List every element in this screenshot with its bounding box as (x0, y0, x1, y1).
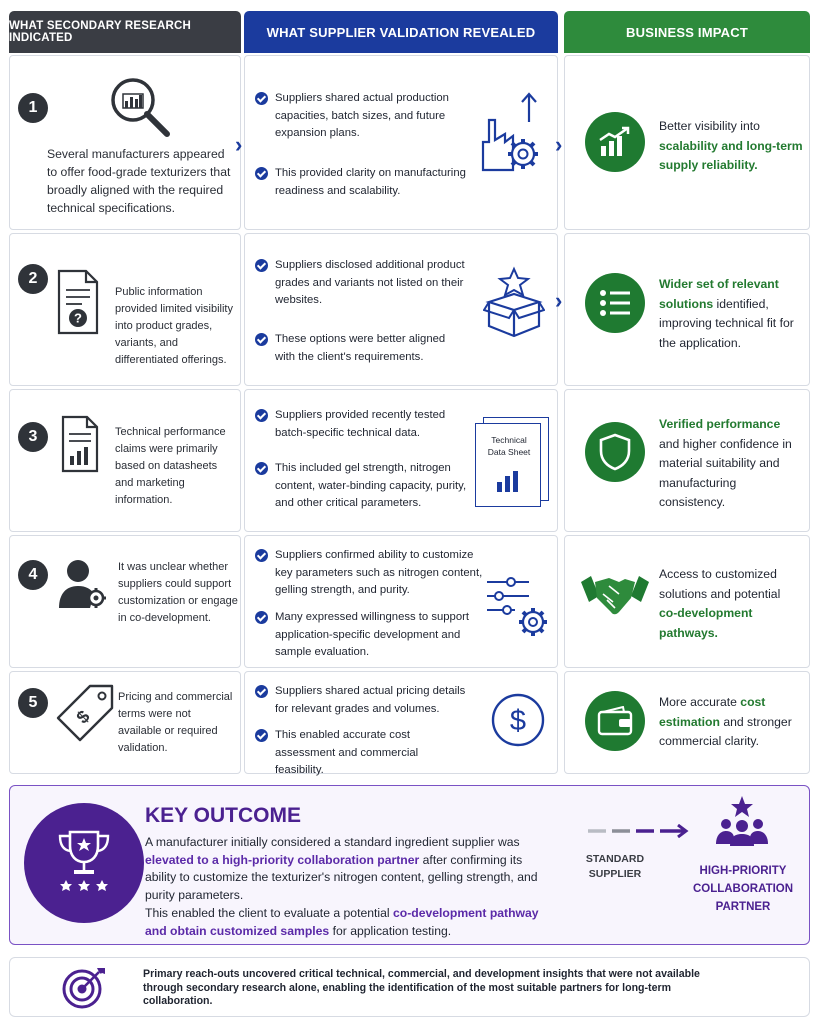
row-4-secondary-cell (9, 535, 241, 668)
validation-bullet: These options were better aligned with the client's requirements. (255, 331, 465, 366)
impact-text: Verified performance and higher confidence in material suitability and manufacturing consistency. (659, 417, 792, 509)
standard-supplier-label: STANDARD SUPPLIER (585, 853, 645, 880)
impact-text: Access to customized solutions and potential co-development pathways. (659, 567, 781, 640)
row-number-badge: 2 (18, 264, 48, 294)
row-3-secondary-cell (9, 389, 241, 532)
list-icon (585, 273, 645, 333)
svg-text:?: ? (74, 310, 82, 326)
shield-icon (585, 422, 645, 482)
row-2-secondary-cell (9, 233, 241, 386)
validation-bullet: Suppliers confirmed ability to customize key parameters such as nitrogen content, gelling strength, and purity. (255, 547, 483, 600)
row-5-secondary-cell (9, 671, 241, 774)
row-4-impact-cell (564, 535, 810, 668)
check-circle-icon (255, 259, 268, 272)
price-tag-icon (50, 682, 118, 748)
row-number-badge: 5 (18, 688, 48, 718)
validation-bullet: Suppliers provided recently tested batch-specific technical data. (255, 407, 465, 442)
row-number-badge: 3 (18, 422, 48, 452)
row-5-validation-cell (244, 671, 558, 774)
validation-bullet: Suppliers shared actual production capacities, batch sizes, and future expansion plans. (255, 90, 465, 143)
validation-bullet: This included gel strength, nitrogen content, water-binding capacity, purity, and other critical parameters. (255, 460, 470, 513)
factory-gear-icon (479, 90, 545, 176)
svg-text:$: $ (72, 706, 94, 728)
impact-text: Wider set of relevant solutions identified, improving technical fit for the application. (659, 277, 794, 350)
validation-bullet: Many expressed willingness to support application-specific development and sample evaluation. (255, 609, 475, 662)
check-circle-icon (255, 409, 268, 422)
check-circle-icon (255, 462, 268, 475)
check-circle-icon (255, 729, 268, 742)
header-supplier-validation: WHAT SUPPLIER VALIDATION REVEALED (244, 11, 558, 53)
chevron-right-icon: › (235, 132, 243, 157)
secondary-finding-text: Pricing and commercial terms were not available or required validation. (118, 691, 233, 754)
sliders-gear-icon (485, 574, 553, 640)
row-5-impact-cell (564, 671, 810, 774)
summary-footer (9, 957, 810, 1017)
high-priority-partner-label: HIGH-PRIORITY COLLABORATION PARTNER (692, 865, 794, 913)
svg-text:$: $ (509, 705, 527, 737)
trophy-icon (24, 803, 144, 923)
check-circle-icon (255, 685, 268, 698)
impact-text: Better visibility into scalability and long-term supply reliability. (659, 119, 803, 172)
magnifier-chart-icon (105, 74, 175, 140)
row-2-validation-cell (244, 233, 558, 386)
key-outcome-panel (9, 785, 810, 945)
validation-bullet: This enabled accurate cost assessment and commercial feasibility. (255, 727, 470, 780)
check-circle-icon (255, 611, 268, 624)
row-1-impact-cell (564, 55, 810, 230)
secondary-finding-text: It was unclear whether suppliers could support customization or engage in co-development. (118, 561, 238, 624)
row-2-impact-cell (564, 233, 810, 386)
check-circle-icon (255, 333, 268, 346)
datasheet-label: Technical Data Sheet (487, 435, 531, 457)
header-business-impact: BUSINESS IMPACT (564, 11, 810, 53)
row-number-badge: 4 (18, 560, 48, 590)
impact-text: More accurate cost estimation and stronger commercial clarity. (659, 695, 792, 748)
check-circle-icon (255, 92, 268, 105)
summary-footer-text: Primary reach-outs uncovered critical technical, commercial, and development insights that were not available through secondary research alone, enabling the identification of the most suitable partners for long-term collaboration. (143, 968, 700, 1007)
row-3-validation-cell (244, 389, 558, 532)
validation-bullet: Suppliers disclosed additional product grades and variants not listed on their websites. (255, 257, 475, 310)
row-3-impact-cell (564, 389, 810, 532)
progression-arrow-icon (586, 824, 694, 838)
secondary-finding-text: Public information provided limited visibility into product grades, variants, and differentiated offerings. (115, 286, 233, 366)
check-circle-icon (255, 167, 268, 180)
key-outcome-title: KEY OUTCOME (145, 804, 301, 827)
validation-bullet: This provided clarity on manufacturing readiness and scalability. (255, 165, 475, 200)
key-outcome-paragraph-1: A manufacturer initially considered a standard ingredient supplier was elevated to a high-priority collaboration partner after confirming its ability to customize the texturizer's nitrogen content, gelling strength, and purity parameters. (145, 835, 538, 902)
chevron-right-icon: › (555, 288, 563, 313)
dollar-icon (490, 692, 546, 748)
handshake-icon (581, 572, 649, 622)
technical-data-sheet-icon (475, 417, 551, 507)
key-outcome-paragraph-2: This enabled the client to evaluate a potential co-development pathway and obtain customized samples for application testing. (145, 906, 539, 938)
validation-bullet: Suppliers shared actual pricing details for relevant grades and volumes. (255, 683, 480, 718)
row-number-badge: 1 (18, 93, 48, 123)
row-4-validation-cell (244, 535, 558, 668)
chevron-right-icon: › (555, 132, 563, 157)
row-1-secondary-cell (9, 55, 241, 230)
box-star-icon (483, 266, 545, 338)
report-chart-icon (60, 414, 100, 474)
check-circle-icon (255, 549, 268, 562)
row-1-validation-cell (244, 55, 558, 230)
wallet-icon (585, 691, 645, 751)
growth-chart-icon (585, 112, 645, 172)
header-secondary-research: WHAT SECONDARY RESEARCH INDICATED (9, 11, 241, 53)
secondary-finding-text: Technical performance claims were primarily based on datasheets and marketing information. (115, 426, 226, 506)
user-gear-icon (58, 558, 108, 610)
document-question-icon (56, 268, 100, 336)
team-star-icon (712, 794, 772, 850)
target-icon (61, 966, 107, 1010)
secondary-finding-text: Several manufacturers appeared to offer food-grade texturizers that broadly aligned with the required technical specifications. (47, 147, 231, 215)
